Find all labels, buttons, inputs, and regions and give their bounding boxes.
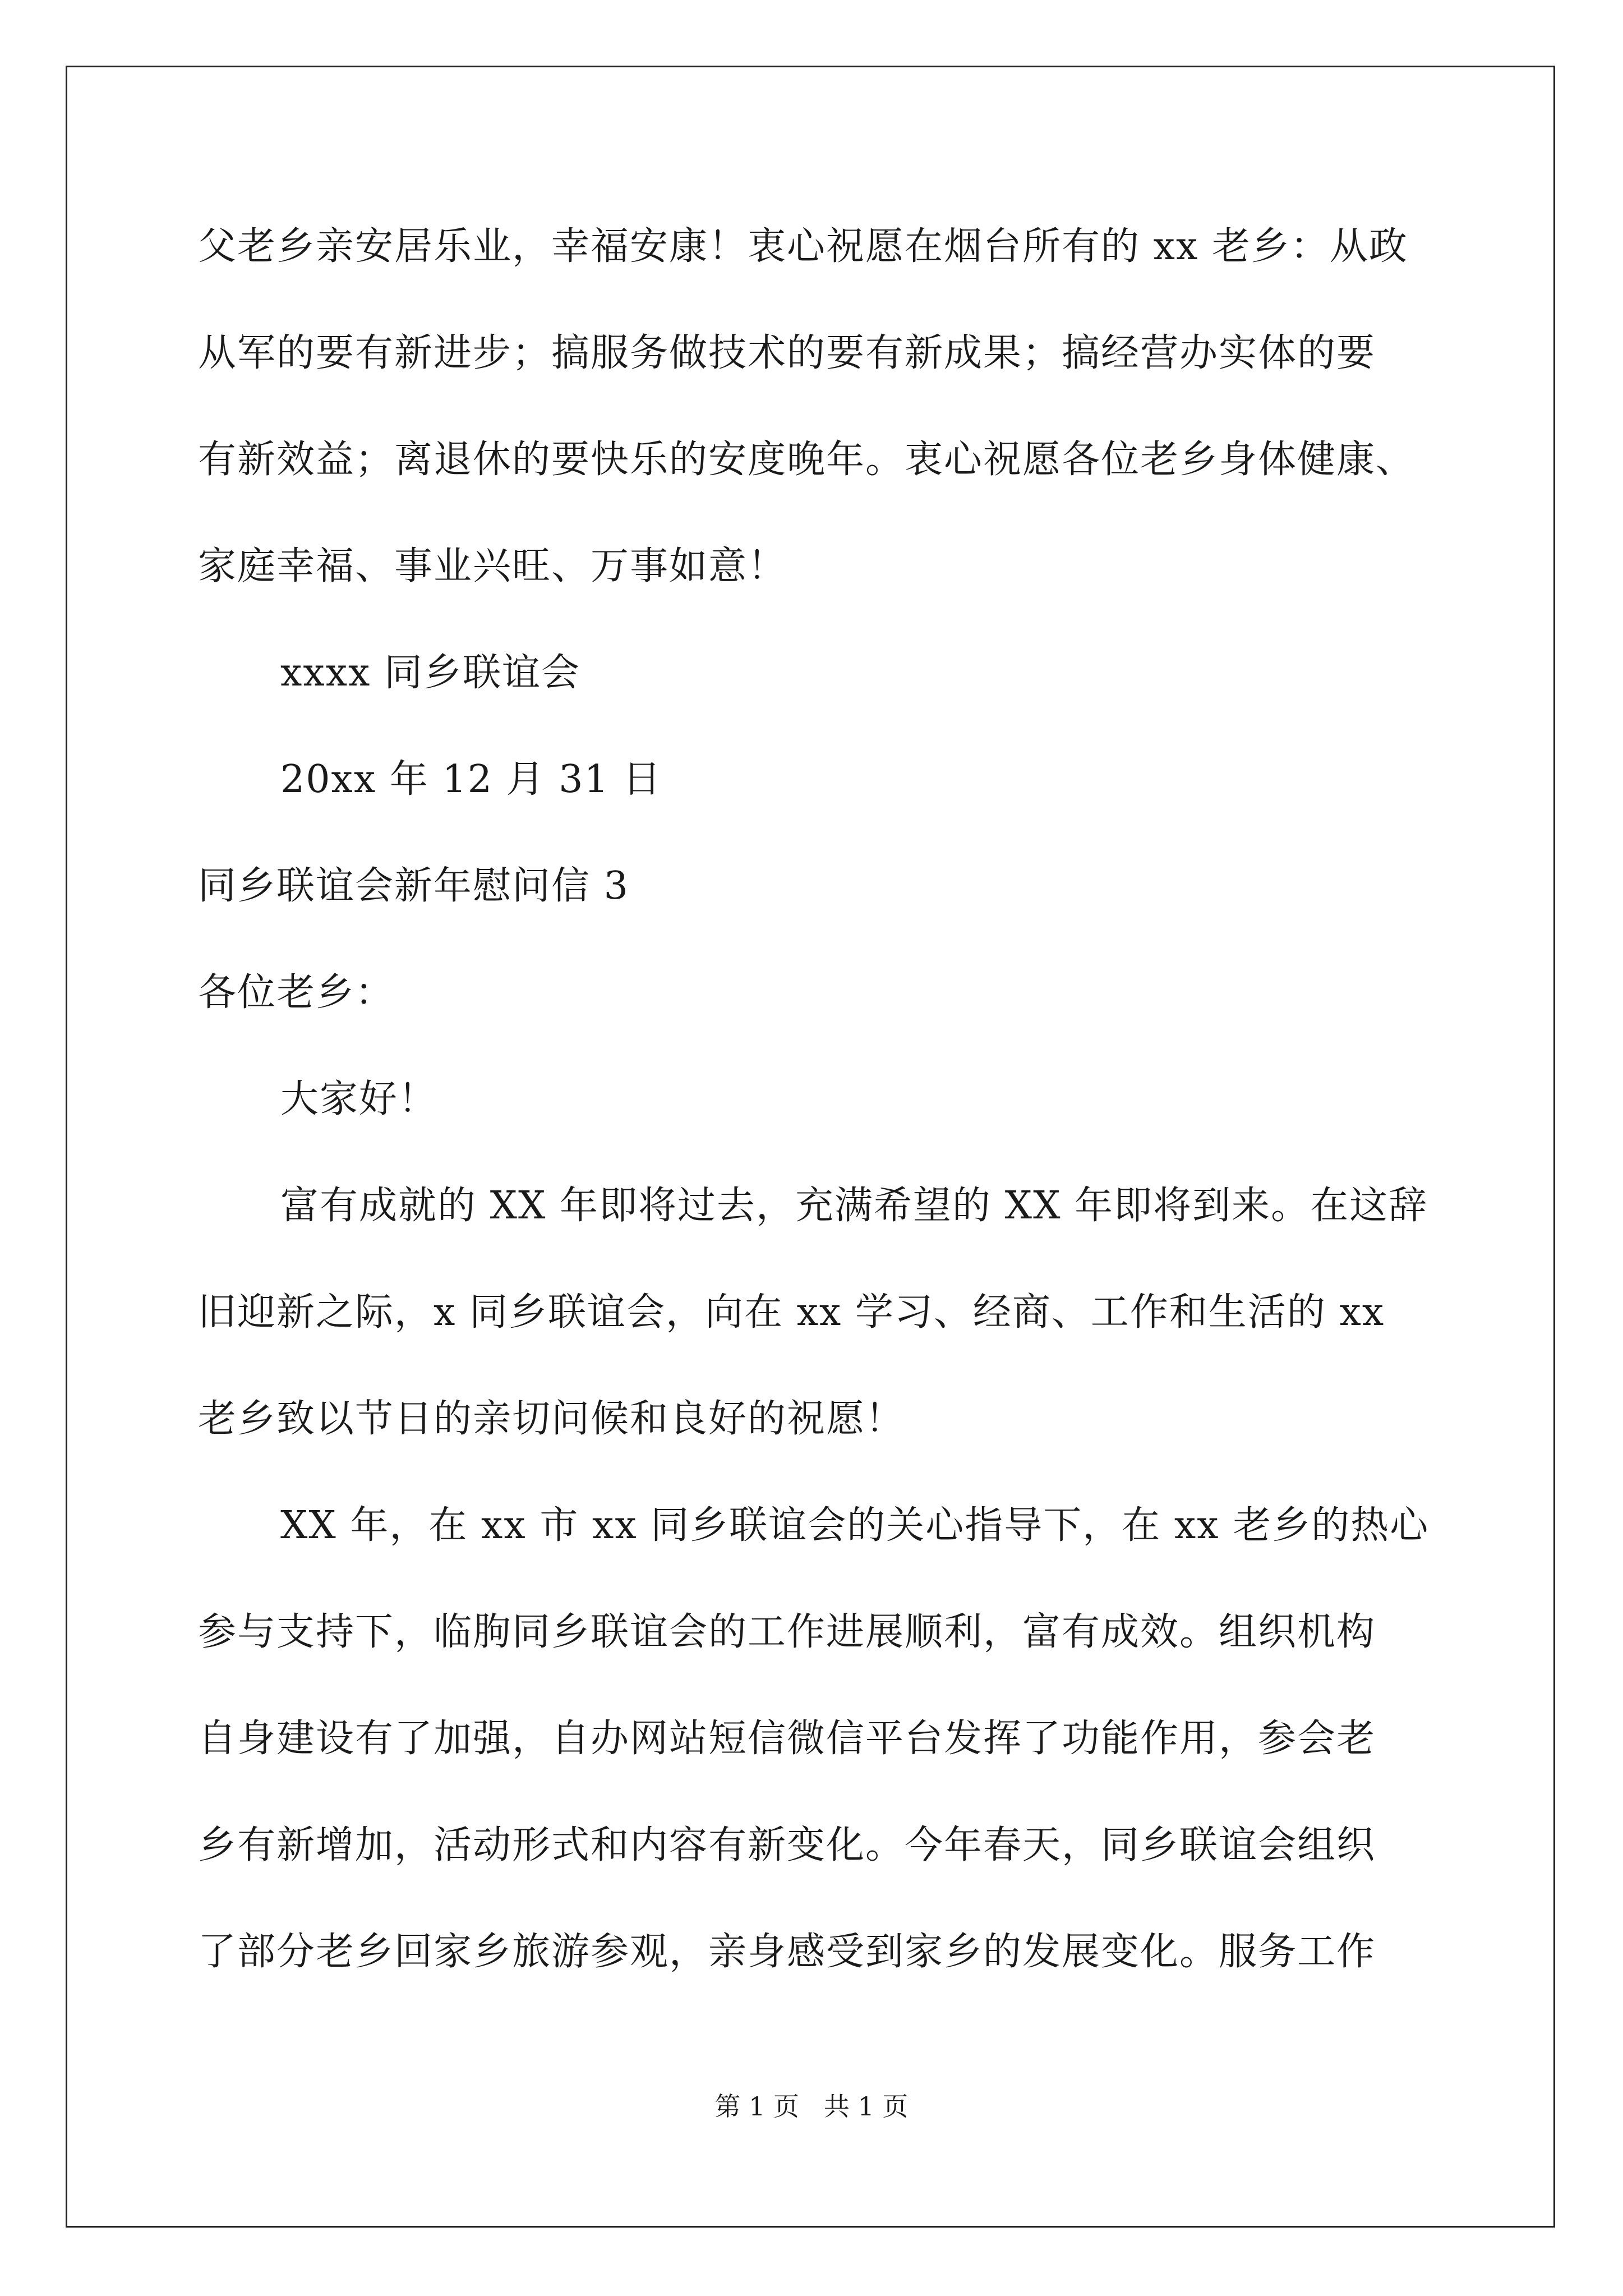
- body-line: 参与支持下，临朐同乡联谊会的工作进展顺利，富有成效。组织机构: [198, 1610, 1376, 1654]
- greeting: 大家好！: [280, 1077, 438, 1121]
- page-border: [66, 66, 1555, 2228]
- body-line: 有新效益；离退休的要快乐的安度晚年。衷心祝愿各位老乡身体健康、: [198, 438, 1415, 482]
- body-line: 老乡致以节日的亲切问候和良好的祝愿！: [198, 1397, 905, 1441]
- salutation: 各位老乡：: [198, 970, 395, 1015]
- signature-org: xxxx 同乡联谊会: [280, 651, 581, 695]
- body-line: 富有成就的 XX 年即将过去，充满希望的 XX 年即将到来。在这辞: [280, 1184, 1428, 1228]
- body-line: 父老乡亲安居乐业，幸福安康！衷心祝愿在烟台所有的 xx 老乡：从政: [198, 224, 1408, 269]
- body-line: 自身建设有了加强，自办网站短信微信平台发挥了功能作用，参会老: [198, 1717, 1376, 1761]
- section-title: 同乡联谊会新年慰问信 3: [198, 864, 629, 908]
- body-line: 家庭幸福、事业兴旺、万事如意！: [198, 544, 787, 588]
- body-line: 旧迎新之际，x 同乡联谊会，向在 xx 学习、经商、工作和生活的 xx: [198, 1290, 1385, 1335]
- body-line: 从军的要有新进步；搞服务做技术的要有新成果；搞经营办实体的要: [198, 331, 1376, 375]
- page-number-footer: 第 1 页 共 1 页: [714, 2091, 909, 2122]
- body-line: XX 年，在 xx 市 xx 同乡联谊会的关心指导下，在 xx 老乡的热心: [280, 1503, 1430, 1548]
- body-line: 了部分老乡回家乡旅游参观，亲身感受到家乡的发展变化。服务工作: [198, 1930, 1376, 1974]
- body-line: 乡有新增加，活动形式和内容有新变化。今年春天，同乡联谊会组织: [198, 1823, 1376, 1867]
- signature-date: 20xx 年 12 月 31 日: [280, 757, 662, 802]
